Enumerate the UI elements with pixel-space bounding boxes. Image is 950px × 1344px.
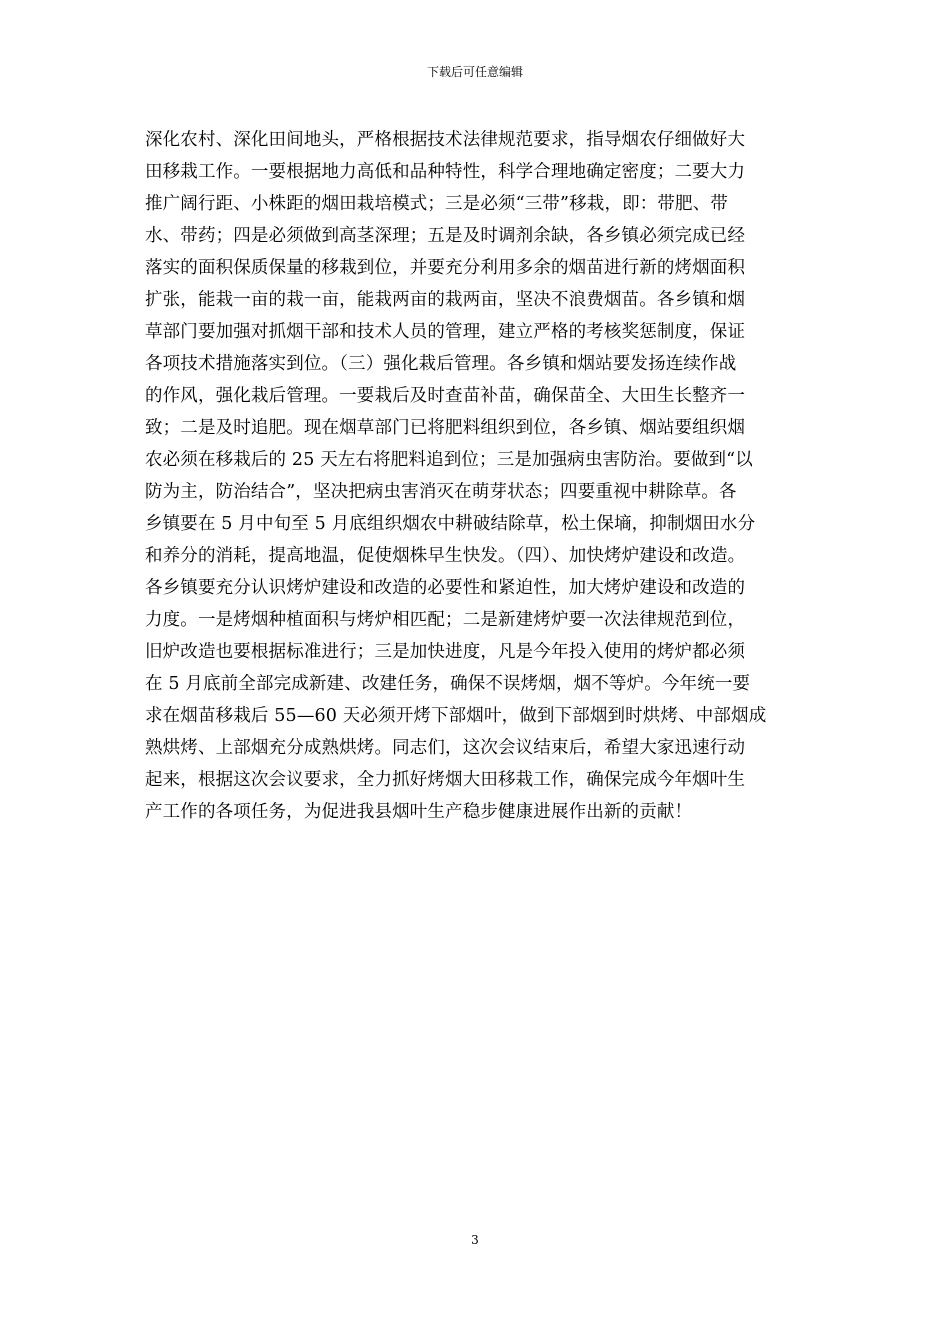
text-line: 深化农村、深化田间地头，严格根据技术法律规范要求，指导烟农仔细做好大: [145, 130, 746, 150]
text-line: 各乡镇要充分认识烤炉建设和改造的必要性和紧迫性，加大烤炉建设和改造的: [145, 578, 746, 598]
text-line: 和养分的消耗，提高地温，促使烟株早生快发。（四）、加快烤炉建设和改造。: [145, 546, 746, 566]
body-text: [145, 124, 815, 828]
text-line: 各项技术措施落实到位。（三）强化栽后管理。各乡镇和烟站要发扬连续作战: [145, 354, 737, 374]
text-line: 草部门要加强对抓烟干部和技术人员的管理，建立严格的考核奖惩制度，保证: [145, 322, 746, 342]
text-line: 致；二是及时追肥。现在烟草部门已将肥料组织到位，各乡镇、烟站要组织烟: [145, 418, 746, 438]
text-line: 田移栽工作。一要根据地力高低和品种特性，科学合理地确定密度；二要大力: [145, 162, 746, 182]
page-number: 3: [471, 1233, 479, 1247]
text-line: 农必须在移栽后的 25 天左右将肥料追到位；三是加强病虫害防治。要做到“以: [145, 450, 753, 470]
text-line: 熟烘烤、上部烟充分成熟烘烤。同志们，这次会议结束后，希望大家迅速行动: [145, 738, 746, 758]
text-line: 求在烟苗移栽后 55—60 天必须开烤下部烟叶，做到下部烟到时烘烤、中部烟成: [145, 706, 767, 726]
text-line: 落实的面积保质保量的移栽到位，并要充分利用多余的烟苗进行新的烤烟面积: [145, 258, 746, 278]
text-line: 推广阔行距、小株距的烟田栽培模式；三是必须“三带”移栽，即：带肥、带: [145, 194, 728, 214]
text-line: 防为主，防治结合”，坚决把病虫害消灭在萌芽状态；四要重视中耕除草。各: [145, 482, 737, 502]
text-line: 起来，根据这次会议要求，全力抓好烤烟大田移栽工作，确保完成今年烟叶生: [145, 770, 746, 790]
text-line: 产工作的各项任务，为促进我县烟叶生产稳步健康进展作出新的贡献！: [145, 802, 693, 822]
text-line: 旧炉改造也要根据标准进行；三是加快进度，凡是今年投入使用的烤炉都必须: [145, 642, 746, 662]
text-line: 扩张，能栽一亩的栽一亩，能栽两亩的栽两亩，坚决不浪费烟苗。各乡镇和烟: [145, 290, 746, 310]
text-line: 力度。一是烤烟种植面积与烤炉相匹配；二是新建烤炉要一次法律规范到位，: [145, 610, 746, 630]
text-line: 在 5 月底前全部完成新建、改建任务，确保不误烤烟，烟不等炉。今年统一要: [145, 674, 751, 694]
text-line: 水、带药；四是必须做到高茎深理；五是及时调剂余缺，各乡镇必须完成已经: [145, 226, 746, 246]
page-header: 下载后可任意编辑: [426, 65, 523, 79]
text-line: 乡镇要在 5 月中旬至 5 月底组织烟农中耕破结除草，松土保墒，抑制烟田水分: [145, 514, 756, 534]
text-line: 的作风，强化栽后管理。一要栽后及时查苗补苗，确保苗全、大田生长整齐一: [145, 386, 746, 406]
